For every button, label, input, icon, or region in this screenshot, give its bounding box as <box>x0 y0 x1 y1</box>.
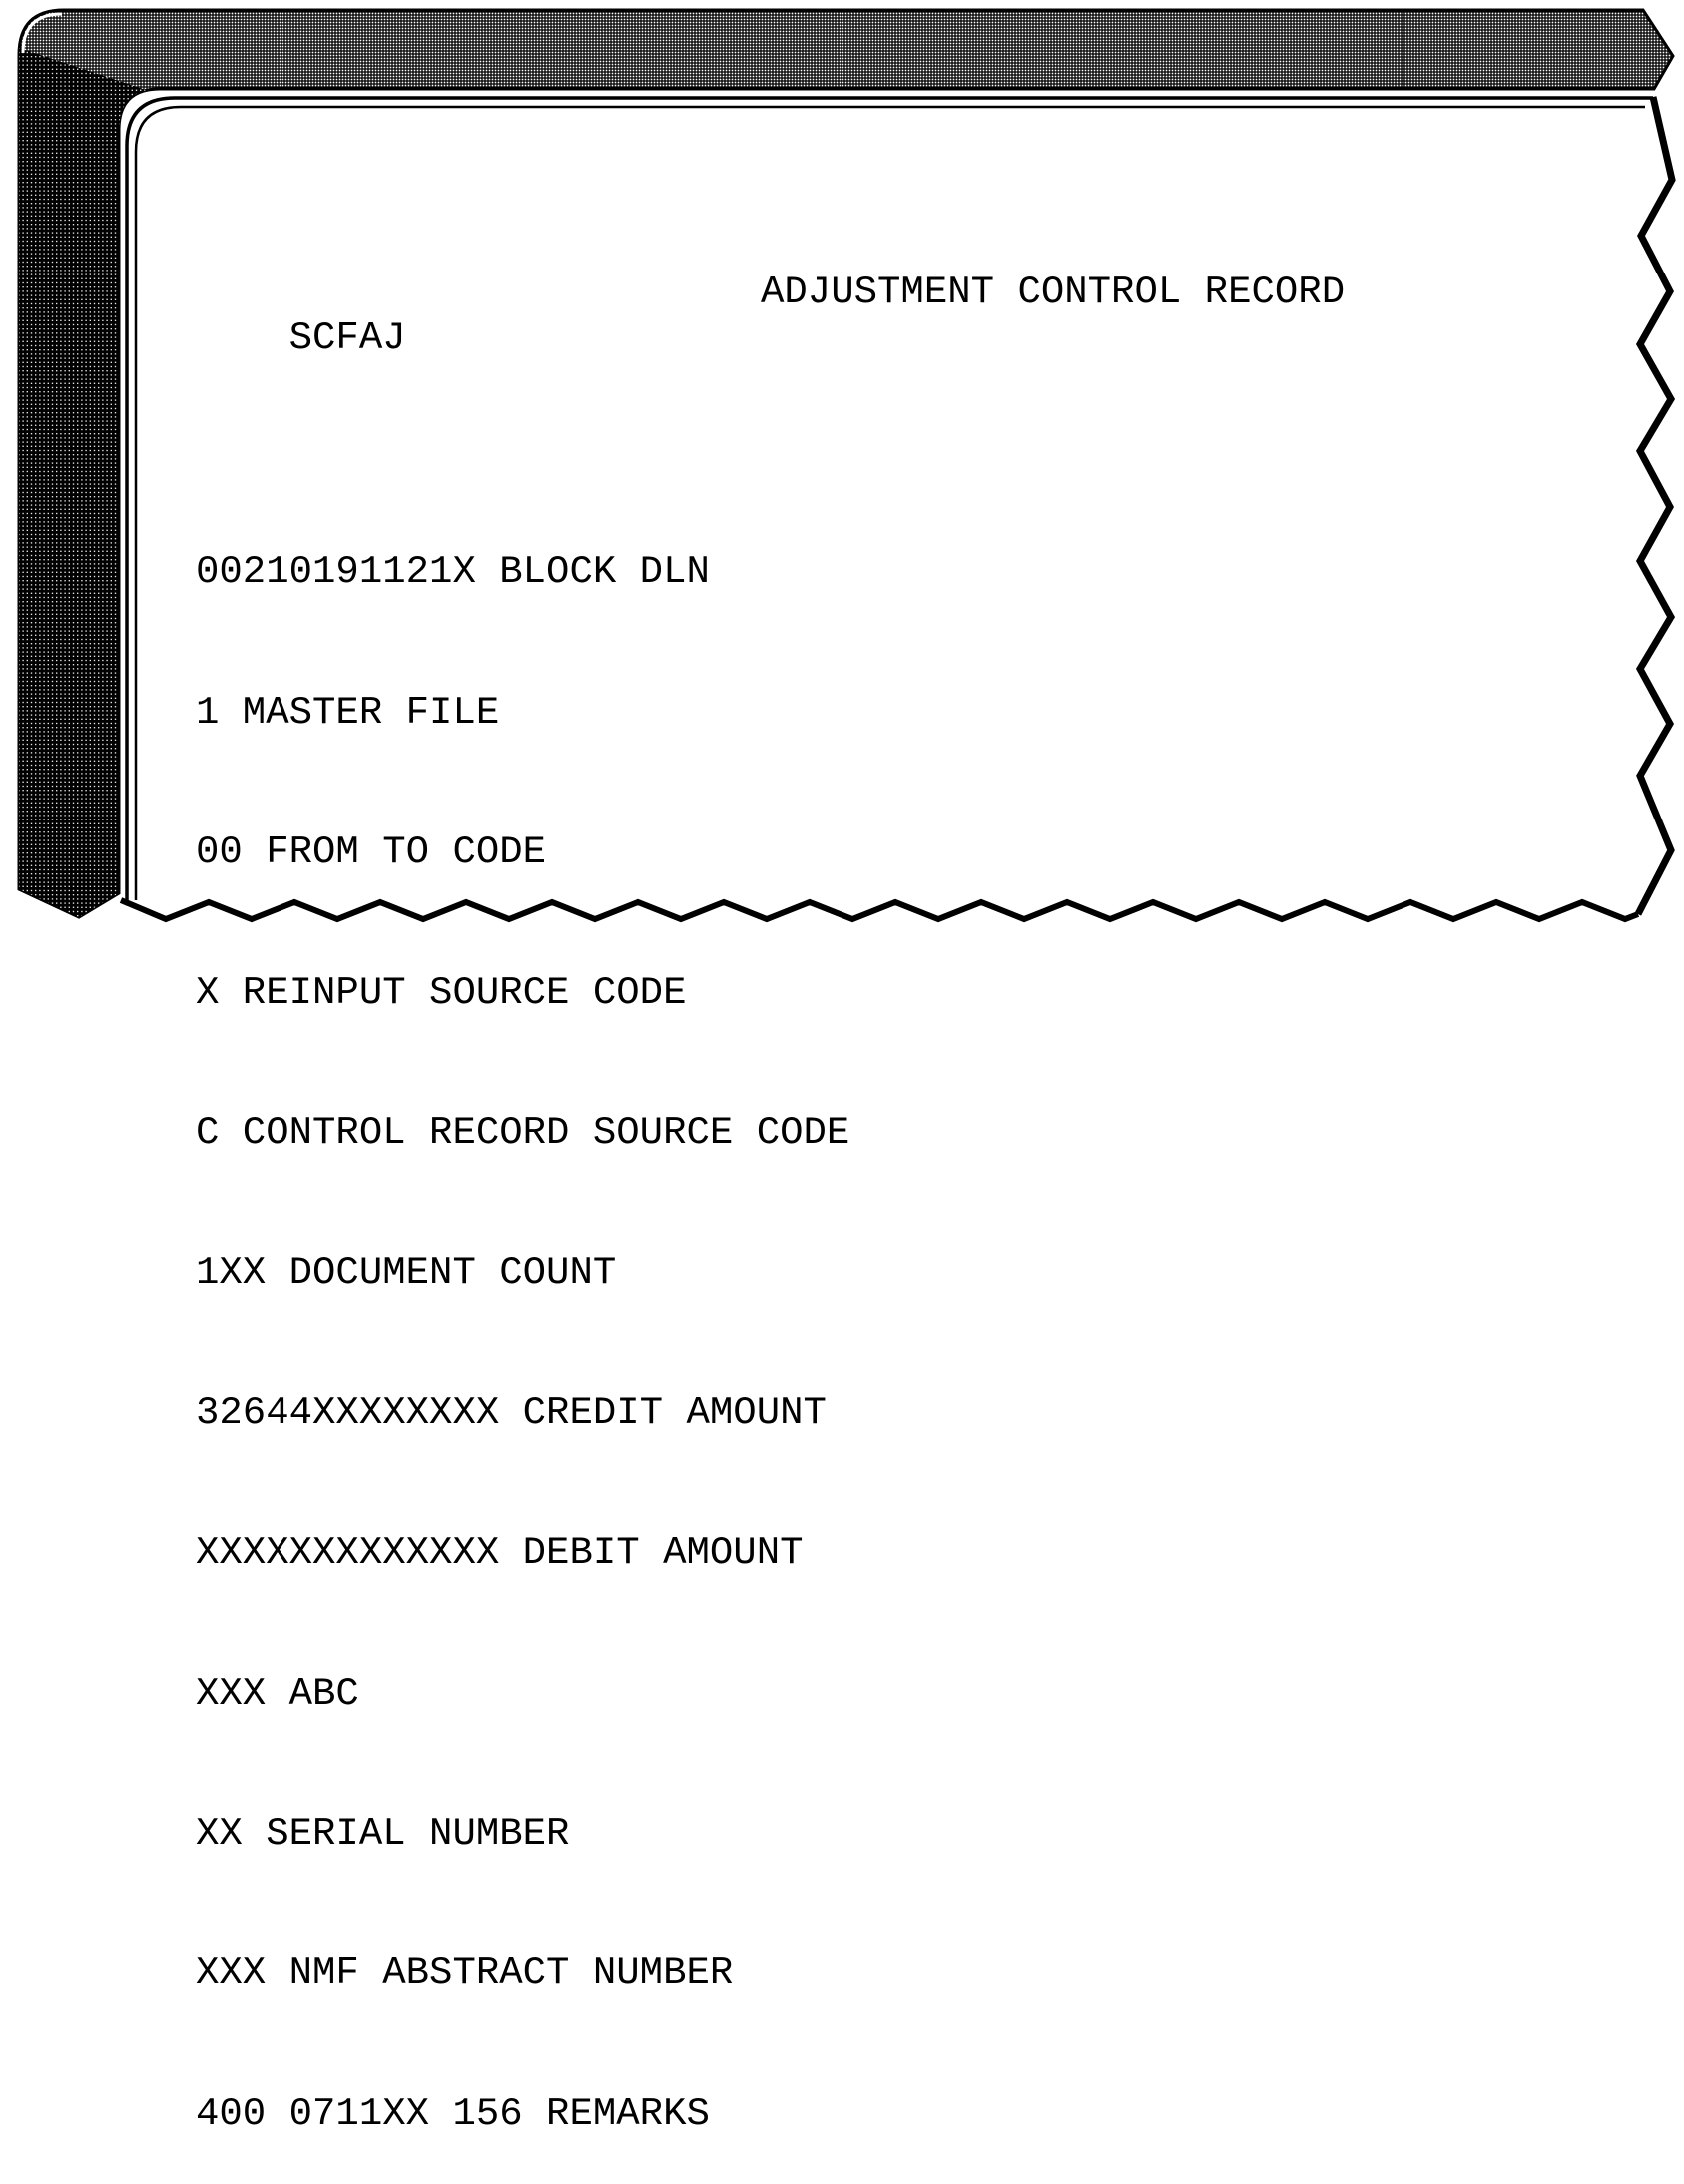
screen-line-nmf-abstract-number: XXX NMF ABSTRACT NUMBER <box>196 1951 734 1996</box>
blank-line <box>196 409 1593 456</box>
screen-line-control-record-source-code: C CONTROL RECORD SOURCE CODE <box>196 1110 850 1155</box>
screen-text <box>196 176 1593 2184</box>
screen-line-master-file: 1 MASTER FILE <box>196 690 500 735</box>
page-title: ADJUSTMENT CONTROL RECORD <box>761 270 1346 314</box>
screen-line-credit-amount: 32644XXXXXXXX CREDIT AMOUNT <box>196 1390 827 1435</box>
screen-line-remarks: 400 0711XX 156 REMARKS <box>196 2091 710 2136</box>
screen-line-abc: XXX ABC <box>196 1671 359 1716</box>
screen-id: SCFAJ <box>288 316 406 361</box>
screen-line-from-to-code: 00 FROM TO CODE <box>196 830 547 875</box>
screen-line-document-count: 1XX DOCUMENT COUNT <box>196 1251 617 1296</box>
screen-line-serial-number: XX SERIAL NUMBER <box>196 1811 570 1856</box>
screen-header <box>196 270 1593 361</box>
screen-line-block-dln: 00210191121X BLOCK DLN <box>196 550 710 595</box>
screen-line-reinput-source-code: X REINPUT SOURCE CODE <box>196 970 687 1015</box>
screen-line-debit-amount: XXXXXXXXXXXXX DEBIT AMOUNT <box>196 1531 804 1576</box>
